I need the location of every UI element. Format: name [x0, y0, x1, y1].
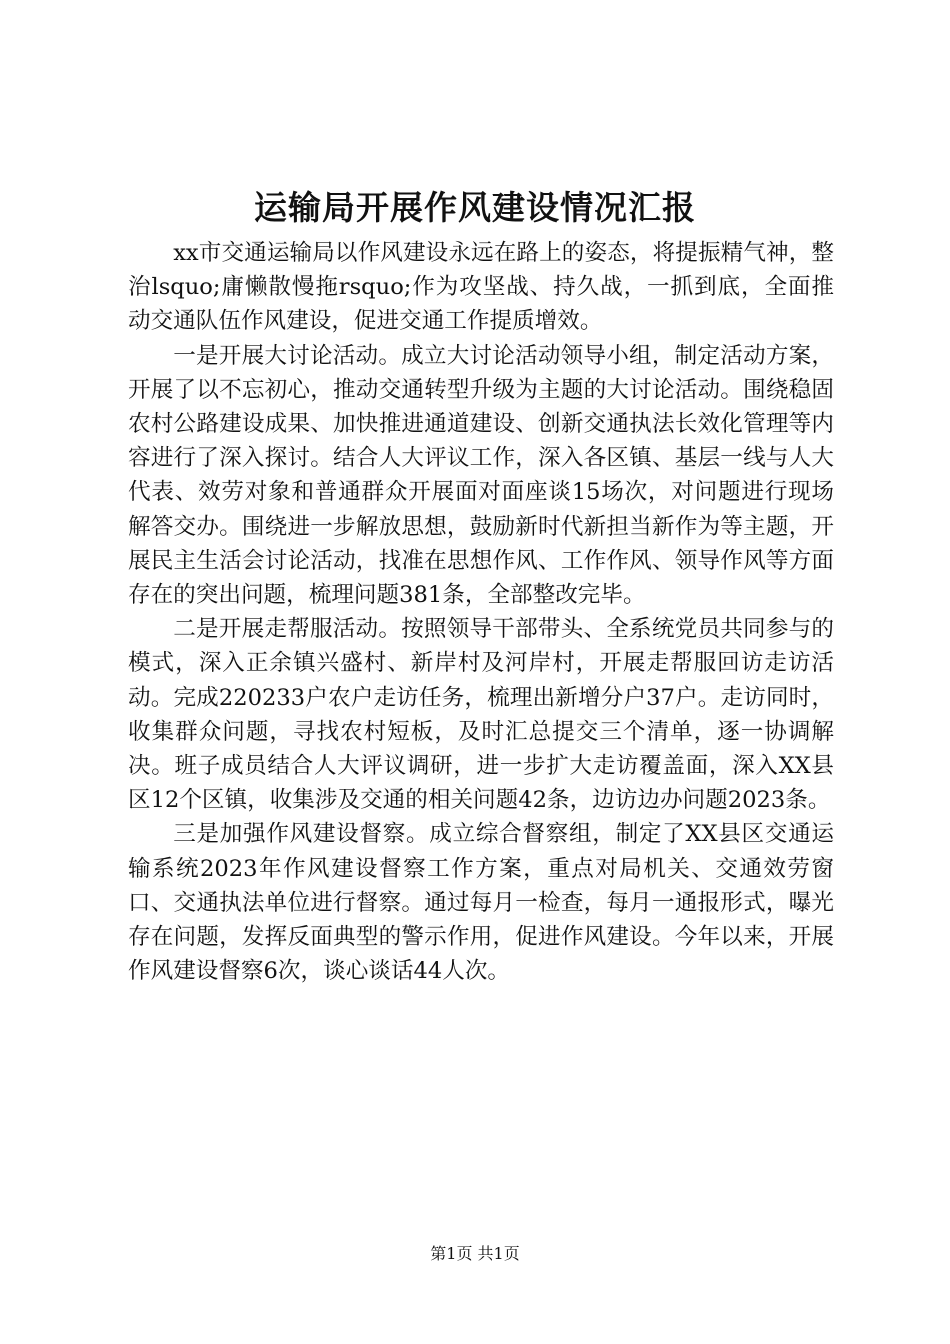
document-body — [128, 236, 834, 988]
paragraph-supervision: 三是加强作风建设督察。成立综合督察组，制定了XX县区交通运输系统2023年作风建设督察工作方案，重点对局机关、交通效劳窗口、交通执法单位进行督察。通过每月一检查，每月一通报形式，曝光存在问题，发挥反面典型的警示作用，促进作风建设。今年以来，开展作风建设督察6次，谈心谈话44人次。 — [128, 821, 834, 985]
paragraph-intro: xx市交通运输局以作风建设永远在路上的姿态，将提振精气神，整治lsquo;庸懒散慢拖rsquo;作为攻坚战、持久战，一抓到底，全面推动交通队伍作风建设，促进交通工作提质增效。 — [128, 240, 834, 335]
paragraph-discussion: 一是开展大讨论活动。成立大讨论活动领导小组，制定活动方案，开展了以不忘初心，推动交通转型升级为主题的大讨论活动。围绕稳固农村公路建设成果、加快推进通道建设、创新交通执法长效化管理等内容进行了深入探讨。结合人大评议工作，深入各区镇、基层一线与人大代表、效劳对象和普通群众开展面对面座谈15场次，对问题进行现场解答交办。围绕进一步解放思想，鼓励新时代新担当新作为等主题，开展民主生活会讨论活动，找准在思想作风、工作作风、领导作风等方面存在的突出问题，梳理问题381条，全部整改完毕。 — [128, 342, 834, 609]
paragraph-visits: 二是开展走帮服活动。按照领导干部带头、全系统党员共同参与的模式，深入正余镇兴盛村、新岸村及河岸村，开展走帮服回访走访活动。完成220233户农户走访任务，梳理出新增分户37户。走访同时，收集群众问题，寻找农村短板，及时汇总提交三个清单，逐一协调解决。班子成员结合人大评议调研，进一步扩大走访覆盖面，深入XX县区12个区镇，收集涉及交通的相关问题42条，边访边办问题2023条。 — [128, 616, 834, 814]
page-footer: 第1页 共1页 — [430, 1244, 520, 1263]
document-title: 运输局开展作风建设情况汇报 — [254, 188, 696, 227]
